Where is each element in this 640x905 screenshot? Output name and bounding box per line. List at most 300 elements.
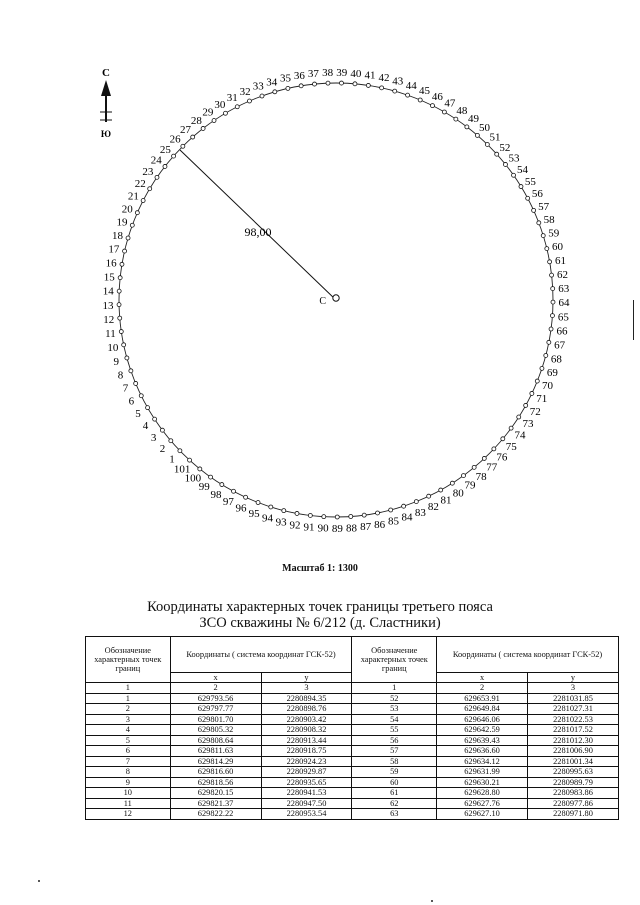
boundary-point-30 bbox=[223, 111, 227, 115]
boundary-point-label: 17 bbox=[108, 243, 120, 256]
table-row bbox=[86, 746, 619, 757]
table-cell-b: 52 bbox=[352, 693, 437, 704]
scale-label: Масштаб 1: 1300 bbox=[282, 563, 358, 574]
table-cell-ax: 629805.32 bbox=[170, 725, 261, 736]
table-cell-bx: 629653.91 bbox=[437, 693, 528, 704]
boundary-point-90 bbox=[322, 515, 326, 519]
boundary-point-95 bbox=[256, 501, 260, 505]
south-label: Ю bbox=[100, 129, 112, 139]
table-row bbox=[86, 714, 619, 725]
boundary-point-label: 22 bbox=[134, 178, 146, 191]
table-cell-bx: 629631.99 bbox=[437, 767, 528, 778]
boundary-point-label: 1 bbox=[169, 453, 175, 466]
boundary-point-78 bbox=[472, 465, 476, 469]
table-row bbox=[86, 767, 619, 778]
table-row bbox=[86, 693, 619, 704]
boundary-point-28 bbox=[201, 126, 205, 130]
boundary-point-10 bbox=[122, 343, 126, 347]
boundary-point-label: 87 bbox=[360, 521, 372, 534]
boundary-point-26 bbox=[181, 144, 185, 148]
table-cell-bx: 629627.10 bbox=[437, 809, 528, 820]
table-cell-ax: 629808.64 bbox=[170, 735, 261, 746]
boundary-point-16 bbox=[120, 262, 124, 266]
table-cell-a: 12 bbox=[86, 809, 171, 820]
boundary-point-label: 59 bbox=[548, 227, 560, 240]
boundary-point-label: 27 bbox=[179, 123, 191, 136]
table-cell-by: 2281031.85 bbox=[528, 693, 619, 704]
boundary-point-label: 18 bbox=[112, 229, 123, 242]
boundary-point-47 bbox=[442, 110, 446, 114]
boundary-point-89 bbox=[335, 515, 339, 519]
boundary-point-55 bbox=[519, 185, 523, 189]
boundary-point-79 bbox=[461, 474, 465, 478]
boundary-point-27 bbox=[191, 135, 195, 139]
table-body bbox=[86, 693, 619, 819]
boundary-point-label: 96 bbox=[235, 502, 247, 515]
boundary-point-label: 55 bbox=[524, 175, 536, 188]
table-cell-a: 5 bbox=[86, 735, 171, 746]
boundary-point-label: 37 bbox=[307, 68, 319, 81]
boundary-point-label: 41 bbox=[364, 69, 376, 82]
boundary-point-label: 51 bbox=[489, 131, 501, 144]
header-x-right: х bbox=[437, 673, 528, 683]
boundary-point-94 bbox=[269, 505, 273, 509]
table-cell-bx: 629646.06 bbox=[437, 714, 528, 725]
table-cell-ay: 2280908.32 bbox=[261, 725, 352, 736]
boundary-point-label: 74 bbox=[514, 429, 526, 442]
boundary-point-label: 33 bbox=[252, 80, 264, 93]
boundary-point-80 bbox=[450, 481, 454, 485]
table-cell-ax: 629811.63 bbox=[170, 746, 261, 757]
boundary-point-35 bbox=[286, 86, 290, 90]
boundary-point-33 bbox=[260, 94, 264, 98]
boundary-point-label: 26 bbox=[169, 133, 181, 146]
boundary-point-54 bbox=[512, 173, 516, 177]
boundary-point-label: 10 bbox=[107, 342, 119, 355]
table-cell-ay: 2280947.50 bbox=[261, 798, 352, 809]
boundary-point-label: 15 bbox=[103, 271, 115, 284]
table-cell-b: 53 bbox=[352, 704, 437, 715]
boundary-point-24 bbox=[163, 164, 167, 168]
boundary-point-label: 30 bbox=[214, 98, 226, 111]
boundary-point-label: 54 bbox=[517, 163, 529, 176]
table-cell-bx: 629642.59 bbox=[437, 725, 528, 736]
boundary-point-21 bbox=[141, 199, 145, 203]
boundary-point-93 bbox=[282, 509, 286, 513]
boundary-point-2 bbox=[169, 439, 173, 443]
header-point-left: Обозначение характерных точек границ bbox=[86, 637, 171, 683]
boundary-point-label: 85 bbox=[387, 515, 399, 528]
table-title-line2: ЗСО скважины № 6/212 (д. Сластники) bbox=[199, 615, 441, 631]
boundary-point-87 bbox=[362, 513, 366, 517]
boundary-point-8 bbox=[129, 369, 133, 373]
boundary-point-84 bbox=[402, 504, 406, 508]
boundary-point-label: 12 bbox=[103, 314, 115, 327]
boundary-point-5 bbox=[146, 406, 150, 410]
boundary-point-label: 21 bbox=[127, 190, 139, 203]
table-cell-a: 2 bbox=[86, 704, 171, 715]
boundary-point-label: 8 bbox=[117, 369, 124, 382]
boundary-point-77 bbox=[482, 456, 486, 460]
boundary-point-label: 71 bbox=[536, 393, 548, 406]
boundary-point-label: 57 bbox=[538, 200, 550, 213]
table-cell-by: 2281006.90 bbox=[528, 746, 619, 757]
boundary-point-57 bbox=[532, 208, 536, 212]
table-cell-ax: 629801.70 bbox=[170, 714, 261, 725]
boundary-point-label: 5 bbox=[135, 408, 141, 421]
boundary-point-38 bbox=[326, 81, 330, 85]
scan-speck bbox=[38, 880, 40, 882]
boundary-point-label: 28 bbox=[190, 114, 202, 127]
boundary-point-101 bbox=[188, 458, 192, 462]
boundary-point-label: 29 bbox=[202, 106, 214, 119]
colnum-1-left: 1 bbox=[86, 683, 171, 693]
table-cell-by: 2280995.63 bbox=[528, 767, 619, 778]
table-cell-a: 1 bbox=[86, 693, 171, 704]
boundary-point-25 bbox=[172, 154, 176, 158]
boundary-point-label: 73 bbox=[522, 417, 534, 430]
boundary-point-label: 100 bbox=[184, 472, 202, 485]
boundary-point-label: 77 bbox=[486, 461, 498, 474]
table-cell-b: 56 bbox=[352, 735, 437, 746]
boundary-point-49 bbox=[465, 125, 469, 129]
boundary-point-label: 76 bbox=[496, 451, 508, 464]
center-point bbox=[333, 295, 339, 301]
boundary-point-label: 31 bbox=[226, 91, 238, 104]
boundary-point-label: 7 bbox=[122, 382, 129, 395]
table-cell-by: 2281027.31 bbox=[528, 704, 619, 715]
boundary-point-label: 34 bbox=[266, 76, 278, 89]
table-row bbox=[86, 725, 619, 736]
boundary-point-96 bbox=[244, 495, 248, 499]
table-cell-bx: 629630.21 bbox=[437, 777, 528, 788]
boundary-point-label: 90 bbox=[317, 522, 329, 535]
boundary-point-label: 46 bbox=[431, 90, 443, 103]
table-cell-b: 60 bbox=[352, 777, 437, 788]
boundary-point-3 bbox=[160, 428, 164, 432]
boundary-point-label: 99 bbox=[198, 481, 210, 494]
table-cell-bx: 629627.76 bbox=[437, 798, 528, 809]
boundary-point-label: 50 bbox=[479, 122, 491, 135]
table-cell-b: 61 bbox=[352, 788, 437, 799]
boundary-point-60 bbox=[545, 247, 549, 251]
boundary-point-label: 39 bbox=[336, 67, 348, 80]
table-cell-bx: 629634.12 bbox=[437, 756, 528, 767]
boundary-point-91 bbox=[308, 513, 312, 517]
boundary-point-label: 82 bbox=[427, 501, 439, 514]
header-y-left: у bbox=[261, 673, 352, 683]
boundary-point-label: 42 bbox=[378, 72, 390, 85]
boundary-point-71 bbox=[530, 391, 534, 395]
boundary-point-label: 38 bbox=[322, 67, 334, 80]
boundary-point-36 bbox=[299, 84, 303, 88]
table-cell-ax: 629793.56 bbox=[170, 693, 261, 704]
boundary-point-14 bbox=[117, 289, 121, 293]
boundary-point-label: 45 bbox=[418, 84, 430, 97]
boundary-point-45 bbox=[418, 98, 422, 102]
boundary-point-23 bbox=[155, 175, 159, 179]
boundary-point-label: 44 bbox=[405, 79, 417, 92]
boundary-point-61 bbox=[548, 260, 552, 264]
boundary-point-label: 53 bbox=[508, 152, 520, 165]
boundary-point-label: 75 bbox=[505, 440, 517, 453]
boundary-point-62 bbox=[550, 273, 554, 277]
boundary-point-92 bbox=[295, 511, 299, 515]
boundary-point-label: 79 bbox=[464, 479, 476, 492]
boundary-point-6 bbox=[139, 394, 143, 398]
table-row bbox=[86, 704, 619, 715]
boundary-point-label: 20 bbox=[121, 203, 133, 216]
table-cell-by: 2281001.34 bbox=[528, 756, 619, 767]
table-cell-b: 55 bbox=[352, 725, 437, 736]
boundary-point-9 bbox=[125, 356, 129, 360]
boundary-point-12 bbox=[118, 316, 122, 320]
table-title-line1: Координаты характерных точек границы третьего пояса bbox=[147, 599, 493, 615]
boundary-point-label: 69 bbox=[546, 366, 558, 379]
boundary-point-label: 6 bbox=[128, 395, 135, 408]
boundary-point-100 bbox=[198, 467, 202, 471]
table-cell-b: 63 bbox=[352, 809, 437, 820]
table-cell-ay: 2280953.54 bbox=[261, 809, 352, 820]
boundary-point-label: 65 bbox=[557, 311, 569, 324]
boundary-point-label: 56 bbox=[531, 188, 543, 201]
boundary-point-label: 98 bbox=[210, 488, 222, 501]
table-row bbox=[86, 788, 619, 799]
boundary-point-label: 61 bbox=[554, 254, 566, 267]
table-cell-by: 2281012.30 bbox=[528, 735, 619, 746]
boundary-point-17 bbox=[123, 249, 127, 253]
boundary-point-19 bbox=[130, 223, 134, 227]
boundary-point-76 bbox=[492, 447, 496, 451]
boundary-point-29 bbox=[212, 119, 216, 123]
boundary-point-39 bbox=[339, 81, 343, 85]
boundary-point-81 bbox=[439, 488, 443, 492]
boundary-point-label: 60 bbox=[552, 240, 564, 253]
boundary-point-68 bbox=[544, 353, 548, 357]
boundary-point-1 bbox=[178, 449, 182, 453]
boundary-point-86 bbox=[376, 511, 380, 515]
table-cell-ay: 2280913.44 bbox=[261, 735, 352, 746]
boundary-point-label: 14 bbox=[102, 285, 114, 298]
header-point-right: Обозначение характерных точек границ bbox=[352, 637, 437, 683]
scan-speck bbox=[633, 300, 634, 340]
boundary-point-15 bbox=[118, 276, 122, 280]
table-cell-a: 4 bbox=[86, 725, 171, 736]
boundary-point-label: 64 bbox=[558, 297, 570, 310]
table-cell-ay: 2280903.42 bbox=[261, 714, 352, 725]
boundary-point-label: 101 bbox=[173, 463, 191, 476]
table-cell-by: 2281017.52 bbox=[528, 725, 619, 736]
boundary-point-42 bbox=[380, 86, 384, 90]
boundary-point-label: 35 bbox=[279, 72, 291, 85]
boundary-point-label: 13 bbox=[102, 299, 114, 312]
table-row bbox=[86, 756, 619, 767]
boundary-point-label: 84 bbox=[401, 511, 413, 524]
header-y-right: у bbox=[528, 673, 619, 683]
boundary-point-label: 83 bbox=[414, 506, 426, 519]
boundary-point-37 bbox=[313, 82, 317, 86]
table-cell-bx: 629628.80 bbox=[437, 788, 528, 799]
boundary-point-56 bbox=[526, 196, 530, 200]
boundary-point-label: 97 bbox=[222, 495, 234, 508]
boundary-point-31 bbox=[235, 105, 239, 109]
boundary-point-73 bbox=[517, 415, 521, 419]
colnum-3-left: 3 bbox=[261, 683, 352, 693]
boundary-point-label: 68 bbox=[550, 353, 562, 366]
boundary-point-label: 95 bbox=[248, 507, 260, 520]
boundary-point-59 bbox=[541, 234, 545, 238]
boundary-point-34 bbox=[273, 90, 277, 94]
table-cell-ax: 629818.56 bbox=[170, 777, 261, 788]
table-cell-a: 7 bbox=[86, 756, 171, 767]
table-cell-ax: 629816.60 bbox=[170, 767, 261, 778]
boundary-point-label: 88 bbox=[346, 522, 358, 535]
boundary-point-69 bbox=[540, 366, 544, 370]
table-cell-ax: 629821.37 bbox=[170, 798, 261, 809]
table-cell-b: 57 bbox=[352, 746, 437, 757]
table-cell-a: 3 bbox=[86, 714, 171, 725]
boundary-point-85 bbox=[389, 508, 393, 512]
boundary-point-label: 43 bbox=[392, 75, 404, 88]
table-cell-by: 2280989.79 bbox=[528, 777, 619, 788]
boundary-point-label: 66 bbox=[556, 325, 568, 338]
table-cell-a: 6 bbox=[86, 746, 171, 757]
boundary-point-32 bbox=[247, 99, 251, 103]
boundary-point-53 bbox=[503, 162, 507, 166]
boundary-point-label: 93 bbox=[275, 516, 287, 529]
boundary-point-label: 48 bbox=[456, 104, 468, 117]
table-cell-by: 2280983.86 bbox=[528, 788, 619, 799]
boundary-point-88 bbox=[349, 515, 353, 519]
scan-speck bbox=[431, 900, 433, 902]
table-cell-a: 9 bbox=[86, 777, 171, 788]
table-cell-ax: 629814.29 bbox=[170, 756, 261, 767]
boundary-point-98 bbox=[220, 483, 224, 487]
north-label: С bbox=[102, 67, 110, 79]
radius-label: 98,00 bbox=[244, 225, 272, 239]
boundary-point-label: 3 bbox=[150, 431, 157, 444]
coordinates-table bbox=[85, 636, 619, 820]
boundary-point-66 bbox=[549, 327, 553, 331]
boundary-point-label: 78 bbox=[475, 470, 487, 483]
table-row bbox=[86, 777, 619, 788]
boundary-point-label: 58 bbox=[543, 213, 555, 226]
boundary-point-label: 81 bbox=[440, 494, 452, 507]
table-cell-bx: 629636.60 bbox=[437, 746, 528, 757]
center-label: С bbox=[319, 296, 326, 307]
boundary-point-40 bbox=[353, 82, 357, 86]
header-coords-left: Координаты ( система координат ГСК-52) bbox=[170, 637, 352, 673]
table-cell-b: 59 bbox=[352, 767, 437, 778]
table-cell-ay: 2280894.35 bbox=[261, 693, 352, 704]
colnum-1-right: 1 bbox=[352, 683, 437, 693]
boundary-point-label: 49 bbox=[468, 113, 479, 126]
boundary-point-83 bbox=[414, 500, 418, 504]
table-row bbox=[86, 735, 619, 746]
boundary-point-label: 36 bbox=[293, 69, 305, 82]
boundary-point-label: 67 bbox=[554, 339, 566, 352]
table-cell-a: 11 bbox=[86, 798, 171, 809]
boundary-point-44 bbox=[406, 93, 410, 97]
boundary-point-label: 9 bbox=[113, 355, 120, 368]
boundary-point-72 bbox=[524, 403, 528, 407]
boundary-point-label: 70 bbox=[541, 380, 553, 393]
table-cell-by: 2280971.80 bbox=[528, 809, 619, 820]
boundary-point-label: 62 bbox=[557, 268, 568, 281]
boundary-point-52 bbox=[495, 152, 499, 156]
boundary-point-70 bbox=[535, 379, 539, 383]
table-cell-ay: 2280941.53 bbox=[261, 788, 352, 799]
header-coords-right: Координаты ( система координат ГСК-52) bbox=[437, 637, 619, 673]
table-cell-b: 58 bbox=[352, 756, 437, 767]
table-cell-bx: 629649.84 bbox=[437, 704, 528, 715]
boundary-point-58 bbox=[537, 221, 541, 225]
boundary-point-label: 32 bbox=[239, 85, 251, 98]
boundary-point-label: 25 bbox=[159, 143, 171, 156]
table-cell-ax: 629820.15 bbox=[170, 788, 261, 799]
boundary-point-48 bbox=[454, 117, 458, 121]
table-cell-ay: 2280929.87 bbox=[261, 767, 352, 778]
boundary-point-46 bbox=[430, 104, 434, 108]
table-cell-bx: 629639.43 bbox=[437, 735, 528, 746]
boundary-point-22 bbox=[148, 187, 152, 191]
boundary-point-label: 52 bbox=[499, 141, 511, 154]
table-cell-a: 8 bbox=[86, 767, 171, 778]
boundary-point-label: 19 bbox=[116, 216, 128, 229]
boundary-point-64 bbox=[551, 300, 555, 304]
boundary-point-67 bbox=[547, 340, 551, 344]
boundary-point-label: 92 bbox=[289, 519, 301, 532]
boundary-point-41 bbox=[366, 83, 370, 87]
colnum-3-right: 3 bbox=[528, 683, 619, 693]
boundary-point-65 bbox=[550, 314, 554, 318]
boundary-point-label: 4 bbox=[142, 420, 149, 433]
boundary-point-4 bbox=[153, 417, 157, 421]
north-arrow-icon bbox=[100, 80, 112, 122]
boundary-point-label: 11 bbox=[105, 328, 116, 341]
boundary-point-label: 40 bbox=[350, 67, 362, 80]
boundary-point-label: 23 bbox=[142, 166, 154, 179]
boundary-point-label: 24 bbox=[150, 154, 162, 167]
boundary-point-7 bbox=[134, 381, 138, 385]
table-cell-by: 2281022.53 bbox=[528, 714, 619, 725]
table-cell-ay: 2280935.65 bbox=[261, 777, 352, 788]
boundary-point-13 bbox=[117, 303, 121, 307]
header-x-left: х bbox=[170, 673, 261, 683]
table-row bbox=[86, 798, 619, 809]
boundary-point-label: 94 bbox=[262, 512, 273, 525]
table-cell-by: 2280977.86 bbox=[528, 798, 619, 809]
table-cell-ay: 2280918.75 bbox=[261, 746, 352, 757]
colnum-2-right: 2 bbox=[437, 683, 528, 693]
boundary-point-label: 63 bbox=[558, 283, 570, 296]
boundary-point-label: 16 bbox=[105, 257, 117, 270]
boundary-point-label: 86 bbox=[374, 518, 386, 531]
boundary-point-99 bbox=[209, 475, 213, 479]
boundary-point-75 bbox=[501, 437, 505, 441]
colnum-2-left: 2 bbox=[170, 683, 261, 693]
boundary-point-82 bbox=[427, 494, 431, 498]
boundary-point-20 bbox=[135, 211, 139, 215]
table-cell-ax: 629797.77 bbox=[170, 704, 261, 715]
boundary-point-label: 80 bbox=[452, 487, 464, 500]
boundary-point-43 bbox=[393, 89, 397, 93]
boundary-point-74 bbox=[509, 426, 513, 430]
table-cell-b: 54 bbox=[352, 714, 437, 725]
boundary-point-label: 47 bbox=[444, 97, 456, 110]
boundary-point-label: 2 bbox=[159, 442, 166, 455]
boundary-point-18 bbox=[126, 236, 130, 240]
